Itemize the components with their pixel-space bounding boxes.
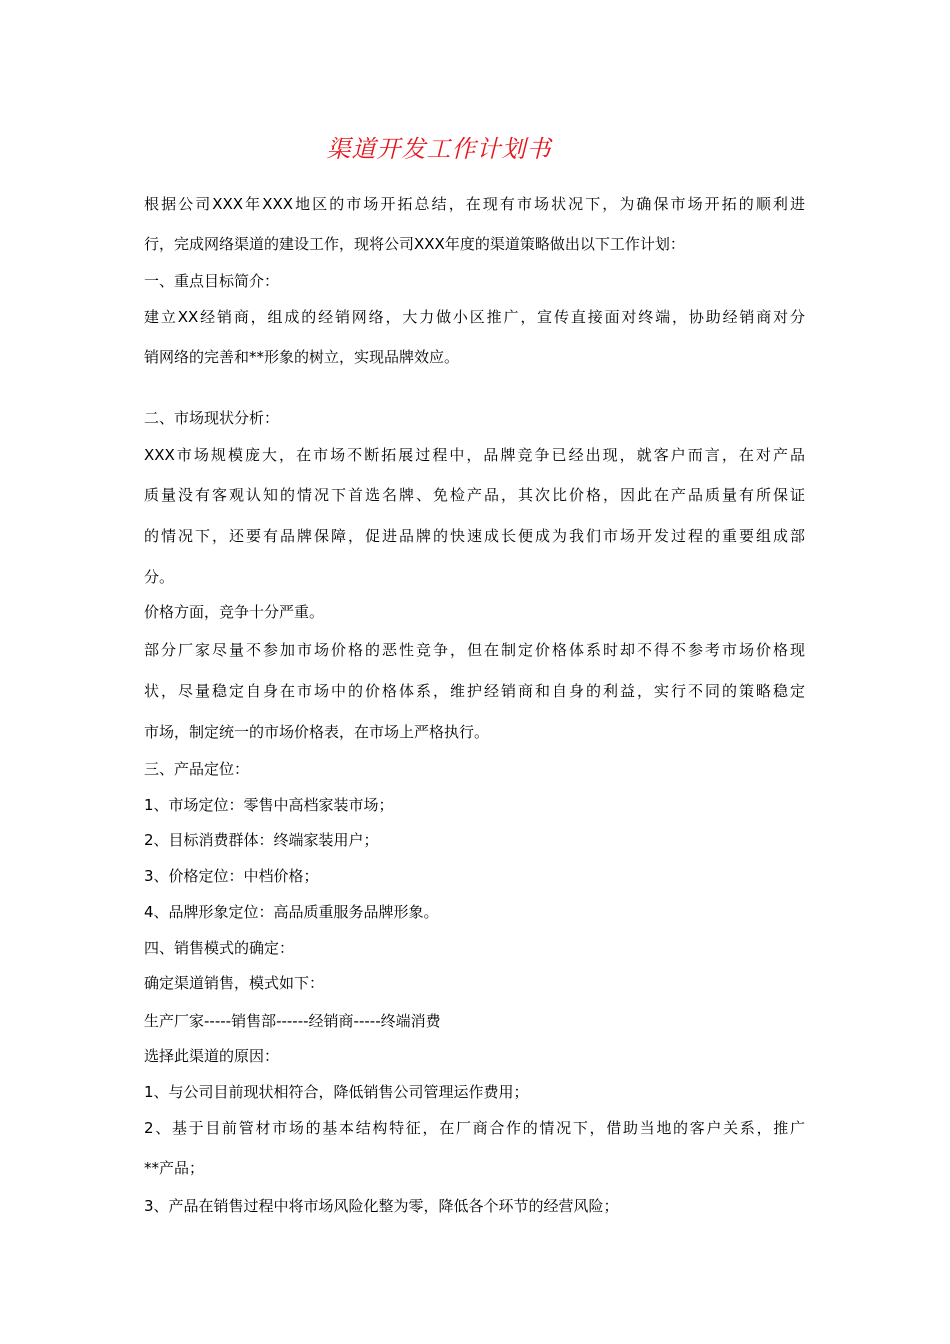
paragraph-line: XXX市场规模庞大，在市场不断拓展过程中，品牌竞争已经出现，就客户而言，在对产品 (144, 446, 805, 464)
list-item: **产品； (144, 1159, 205, 1177)
list-item: 1、市场定位：零售中高档家装市场； (144, 796, 394, 814)
list-item: 3、价格定位：中档价格； (144, 867, 319, 885)
paragraph-line: 价格方面，竞争十分严重。 (144, 603, 325, 621)
section-heading: 四、销售模式的确定： (144, 939, 295, 957)
list-item: 3、产品在销售过程中将市场风险化整为零，降低各个环节的经营风险； (144, 1197, 619, 1215)
paragraph-line: 质量没有客观认知的情况下首选名牌、免检产品，其次比价格，因此在产品质量有所保证 (144, 486, 805, 504)
paragraph-line: 分。 (144, 568, 175, 586)
paragraph-line: 状，尽量稳定自身在市场中的价格体系，维护经销商和自身的利益，实行不同的策略稳定 (144, 682, 805, 700)
section-heading: 一、重点目标简介： (144, 272, 280, 290)
list-item: 4、品牌形象定位：高品质重服务品牌形象。 (144, 903, 439, 921)
list-item: 2、基于目前管材市场的基本结构特征，在厂商合作的情况下，借助当地的客户关系，推广 (144, 1119, 805, 1137)
paragraph-line: 行，完成网络渠道的建设工作，现将公司XXX年度的渠道策略做出以下工作计划： (144, 235, 685, 253)
paragraph-line: 选择此渠道的原因： (144, 1047, 280, 1065)
list-item: 2、目标消费群体：终端家装用户； (144, 831, 379, 849)
paragraph-line: 确定渠道销售，模式如下： (144, 974, 325, 992)
section-heading: 二、市场现状分析： (144, 409, 280, 427)
document-title: 渠道开发工作计划书 (326, 135, 552, 163)
paragraph-line: 的情况下，还要有品牌保障，促进品牌的快速成长便成为我们市场开发过程的重要组成部 (144, 527, 805, 545)
list-item: 1、与公司目前现状相符合，降低销售公司管理运作费用； (144, 1083, 529, 1101)
paragraph-line: 部分厂家尽量不参加市场价格的恶性竞争，但在制定价格体系时却不得不参考市场价格现 (144, 641, 805, 659)
section-heading: 三、产品定位： (144, 760, 250, 778)
paragraph-line: 建立XX经销商，组成的经销网络，大力做小区推广，宣传直接面对终端，协助经销商对分 (144, 308, 805, 326)
paragraph-line: 根据公司XXX年XXX地区的市场开拓总结，在现有市场状况下，为确保市场开拓的顺利进 (144, 195, 805, 213)
channel-flow: 生产厂家-----销售部------经销商-----终端消费 (144, 1012, 441, 1030)
paragraph-line: 销网络的完善和**形象的树立，实现品牌效应。 (144, 348, 460, 366)
paragraph-line: 市场，制定统一的市场价格表，在市场上严格执行。 (144, 723, 490, 741)
